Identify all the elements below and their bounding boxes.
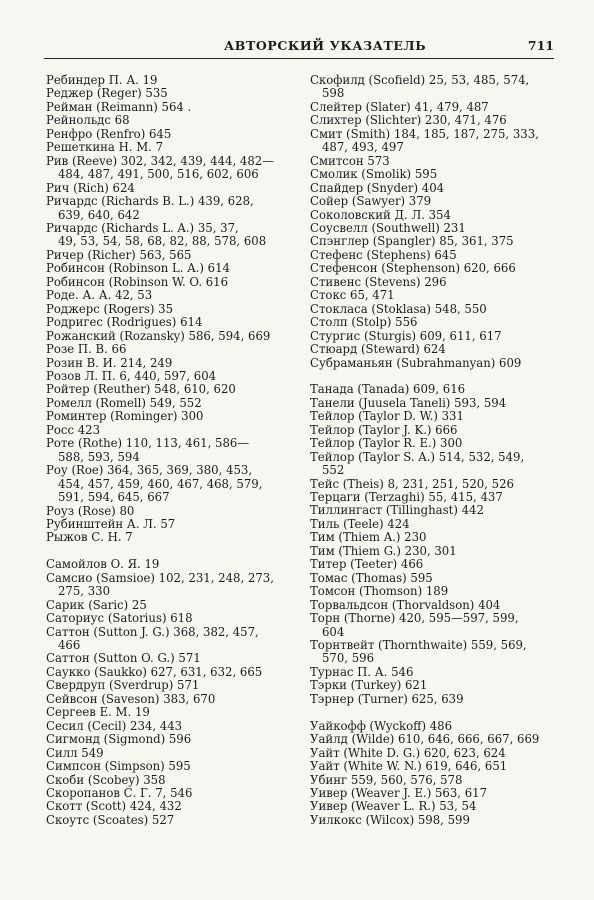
index-entry: Роу (Roe) 364, 365, 369, 380, 453, <box>46 463 253 478</box>
running-title: АВТОРСКИЙ УКАЗАТЕЛЬ <box>224 38 427 53</box>
index-entry: Танада (Tanada) 609, 616 <box>310 382 466 397</box>
index-column-right <box>310 74 556 827</box>
index-entry: Рич (Rich) 624 <box>46 180 135 195</box>
index-entry: Стокласа (Stoklasa) 548, 550 <box>310 301 487 316</box>
index-entry: Самойлов О. Я. 19 <box>46 557 160 572</box>
letter-section-gap <box>46 545 296 558</box>
index-entry: Стефенсон (Stephenson) 620, 666 <box>310 261 516 276</box>
index-entry: Сигмонд (Sigmond) 596 <box>46 732 192 747</box>
index-entry: Соусвелл (Southwell) 231 <box>310 220 466 235</box>
index-entry-continuation: 466 <box>58 638 81 653</box>
index-entry: Рив (Reeve) 302, 342, 439, 444, 482— <box>46 153 274 168</box>
index-entry: Стюард (Steward) 624 <box>310 342 446 357</box>
index-entry: Спайдер (Snyder) 404 <box>310 180 445 195</box>
index-entry: Росс 423 <box>46 422 101 437</box>
index-entry-continuation: 49, 53, 54, 58, 68, 82, 88, 578, 608 <box>58 234 267 249</box>
index-entry: Робинсон (Robinson W. O. 616 <box>46 274 229 289</box>
index-entry-continuation: 275, 330 <box>58 584 111 599</box>
index-entry: Роте (Rothe) 110, 113, 461, 586— <box>46 436 250 451</box>
index-entry: Рейнольдс 68 <box>46 113 130 128</box>
index-entry: Столп (Stolp) 556 <box>310 315 418 330</box>
index-entry: Самсио (Samsioe) 102, 231, 248, 273, <box>46 570 274 585</box>
index-entry-continuation: 454, 457, 459, 460, 467, 468, 579, <box>58 476 263 491</box>
index-entry: Уивер (Weaver L. R.) 53, 54 <box>310 799 477 814</box>
index-entry: Уайлд (Wilde) 610, 646, 666, 667, 669 <box>310 732 540 747</box>
index-entry: Сойер (Sawyer) 379 <box>310 194 432 209</box>
index-entry: Стокс 65, 471 <box>310 288 395 303</box>
index-entry: Саттон (Sutton O. G.) 571 <box>46 651 201 666</box>
index-entry: Рыжов С. Н. 7 <box>46 530 133 545</box>
index-entry: Роуз (Rose) 80 <box>46 503 135 518</box>
index-entry: Смитсон 573 <box>310 153 390 168</box>
index-entry: Тейлор (Taylor S. A.) 514, 532, 549, <box>310 449 525 464</box>
letter-section-gap <box>310 370 556 383</box>
index-entry: Смолик (Smolik) 595 <box>310 167 438 182</box>
index-entry: Томсон (Thomson) 189 <box>310 584 449 599</box>
index-entry: Уилкокс (Wilcox) 598, 599 <box>310 812 470 827</box>
index-entry-continuation: 487, 493, 497 <box>322 140 404 155</box>
index-entry: Ричардс (Richards L. A.) 35, 37, <box>46 220 239 235</box>
index-entry: Уивер (Weaver J. E.) 563, 617 <box>310 785 488 800</box>
index-entry: Тэрнер (Turner) 625, 639 <box>310 691 464 706</box>
index-entry-continuation: 588, 593, 594 <box>58 449 140 464</box>
index-entry: Уайт (White D. G.) 620, 623, 624 <box>310 745 506 760</box>
index-entry: Родригес (Rodrigues) 614 <box>46 315 203 330</box>
page-header <box>44 38 554 59</box>
index-entry: Тиль (Teele) 424 <box>310 516 410 531</box>
index-entry: Ребиндер П. А. 19 <box>46 73 158 87</box>
index-entry: Субраманьян (Subrahmanyan) 609 <box>310 355 522 370</box>
index-entry: Саториус (Satorius) 618 <box>46 611 193 626</box>
index-entry: Ренфро (Renfro) 645 <box>46 126 172 141</box>
index-entry: Титер (Teeter) 466 <box>310 557 424 572</box>
index-entry: Ромелл (Romell) 549, 552 <box>46 395 202 410</box>
index-entry: Скофилд (Scofield) 25, 53, 485, 574, <box>310 73 530 87</box>
index-entry-continuation: 598 <box>322 86 345 101</box>
index-entry: Убинг 559, 560, 576, 578 <box>310 772 463 787</box>
index-entry: Силл 549 <box>46 745 104 760</box>
index-entry-continuation: 570, 596 <box>322 651 375 666</box>
index-entry: Томас (Thomas) 595 <box>310 570 433 585</box>
index-entry: Рожанский (Rozansky) 586, 594, 669 <box>46 328 271 343</box>
index-entry: Танели (Juusela Taneli) 593, 594 <box>310 395 507 410</box>
index-entry: Рубинштейн А. Л. 57 <box>46 516 176 531</box>
index-entry: Торвальдсон (Thorvaldson) 404 <box>310 597 501 612</box>
page-number: 711 <box>527 38 554 53</box>
index-entry: Саукко (Saukko) 627, 631, 632, 665 <box>46 664 263 679</box>
index-entry: Стивенс (Stevens) 296 <box>310 274 447 289</box>
index-entry: Тэрки (Turkey) 621 <box>310 678 428 693</box>
index-entry: Розов Л. П. 6, 440, 597, 604 <box>46 368 217 383</box>
index-entry: Торнтвейт (Thornthwaite) 559, 569, <box>310 638 527 653</box>
index-entry: Смит (Smith) 184, 185, 187, 275, 333, <box>310 126 539 141</box>
index-entry-continuation: 639, 640, 642 <box>58 207 140 222</box>
index-entry: Слихтер (Slichter) 230, 471, 476 <box>310 113 507 128</box>
index-entry: Торн (Thorne) 420, 595—597, 599, <box>310 611 519 626</box>
index-column-left <box>46 74 296 827</box>
index-entry-continuation: 484, 487, 491, 500, 516, 602, 606 <box>58 167 259 182</box>
index-entry: Скоропанов С. Г. 7, 546 <box>46 786 193 800</box>
index-entry: Тим (Thiem A.) 230 <box>310 530 427 545</box>
index-entry: Тейлор (Taylor D. W.) 331 <box>310 409 464 424</box>
index-entry: Ричардс (Richards B. L.) 439, 628, <box>46 194 254 209</box>
index-entry: Реджер (Reger) 535 <box>46 86 168 101</box>
index-entry: Уайкофф (Wyckoff) 486 <box>310 718 453 733</box>
index-entry: Соколовский Д. Л. 354 <box>310 207 451 222</box>
index-entry: Сейвсон (Saveson) 383, 670 <box>46 691 216 706</box>
index-entry: Роде. А. А. 42, 53 <box>46 288 153 303</box>
index-entry: Тейлор (Taylor R. E.) 300 <box>310 436 463 451</box>
index-entry: Решеткина Н. М. 7 <box>46 140 164 155</box>
index-entry: Спэнглер (Spangler) 85, 361, 375 <box>310 234 514 249</box>
index-entry: Турнас П. А. 546 <box>310 664 414 679</box>
index-entry-continuation: 591, 594, 645, 667 <box>58 490 170 505</box>
index-entry: Ричер (Richer) 563, 565 <box>46 247 192 262</box>
index-entry: Уайт (White W. N.) 619, 646, 651 <box>310 759 508 774</box>
index-entry: Тейлор (Taylor J. K.) 666 <box>310 422 458 437</box>
index-entry: Роминтер (Rominger) 300 <box>46 409 204 424</box>
index-entry: Стефенс (Stephens) 645 <box>310 247 457 262</box>
index-entry: Роджерс (Rogers) 35 <box>46 301 174 316</box>
index-entry: Скотт (Scott) 424, 432 <box>46 799 182 814</box>
index-entry: Тейс (Theis) 8, 231, 251, 520, 526 <box>310 476 514 491</box>
index-entry: Рейман (Reimann) 564 . <box>46 99 192 114</box>
index-entry: Стургис (Sturgis) 609, 611, 617 <box>310 328 502 343</box>
index-entry: Свердруп (Sverdrup) 571 <box>46 678 200 693</box>
index-entry: Скоби (Scobey) 358 <box>46 772 166 787</box>
letter-section-gap <box>310 706 556 719</box>
index-entry: Саттон (Sutton J. G.) 368, 382, 457, <box>46 624 259 639</box>
index-entry: Сесил (Cecil) 234, 443 <box>46 718 183 733</box>
index-entry-continuation: 552 <box>322 463 345 478</box>
index-entry: Сергеев Е. М. 19 <box>46 705 150 720</box>
index-entry: Робинсон (Robinson L. A.) 614 <box>46 261 230 276</box>
index-entry: Терцаги (Terzaghi) 55, 415, 437 <box>310 490 503 505</box>
index-entry: Тим (Thiem G.) 230, 301 <box>310 543 457 558</box>
index-entry-continuation: 604 <box>322 624 345 639</box>
index-entry: Розин В. И. 214, 249 <box>46 355 173 370</box>
index-entry: Симпсон (Simpson) 595 <box>46 759 191 774</box>
index-entry: Скоутс (Scoates) 527 <box>46 812 175 827</box>
index-entry: Ройтер (Reuther) 548, 610, 620 <box>46 382 236 397</box>
index-entry: Сарик (Saric) 25 <box>46 597 147 612</box>
index-entry: Слейтер (Slater) 41, 479, 487 <box>310 99 489 114</box>
index-entry: Тиллингаст (Tillinghast) 442 <box>310 503 484 518</box>
index-entry: Розе П. В. 66 <box>46 342 127 357</box>
